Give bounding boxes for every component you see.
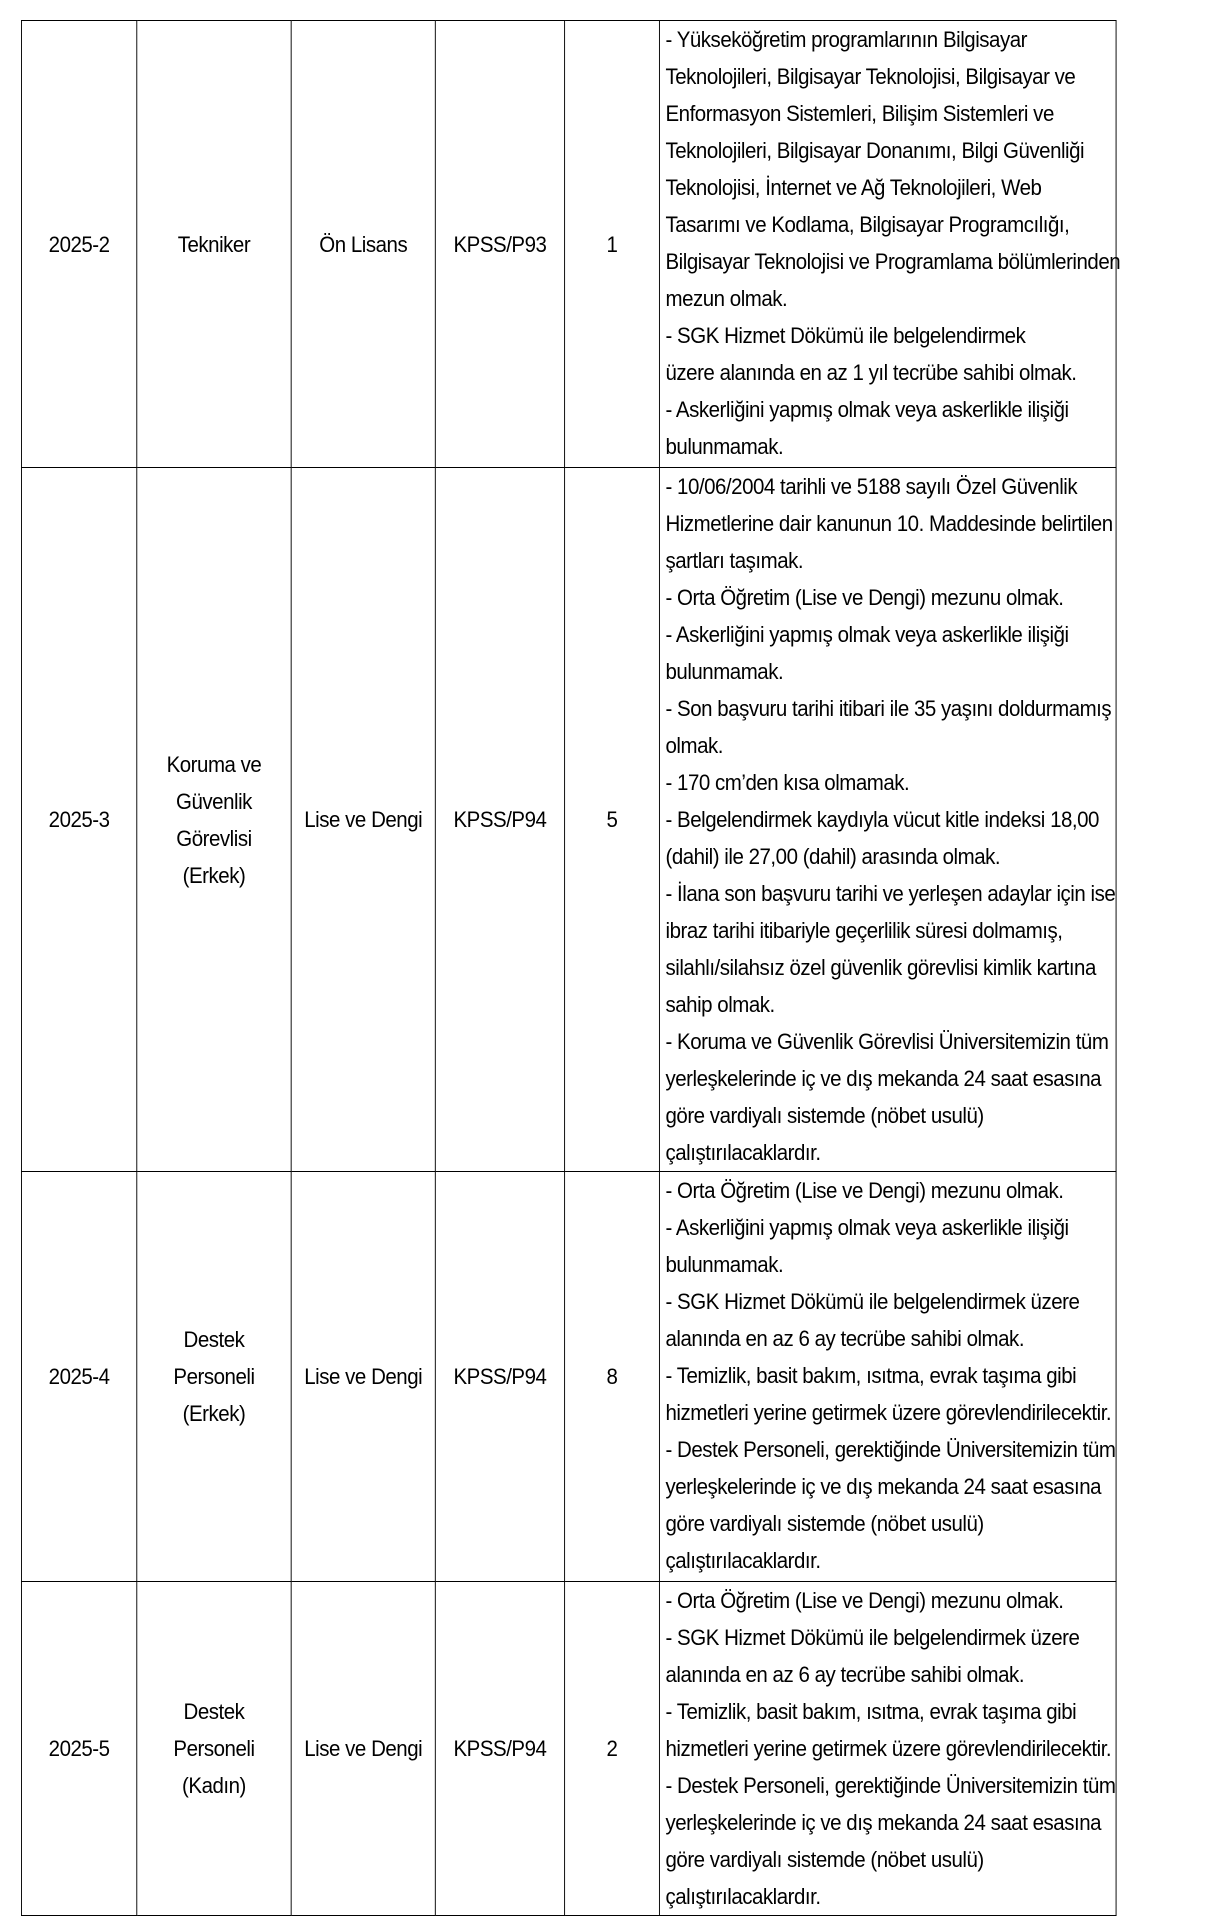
position-title-line: (Kadın) xyxy=(182,1773,246,1798)
requirement-line: - Askerliğini yapmış olmak veya askerlikle ilişiği xyxy=(665,397,1069,422)
requirement-line: hizmetleri yerine getirmek üzere görevlendirilecektir. xyxy=(665,1736,1112,1761)
position-count: 2 xyxy=(565,1582,660,1916)
requirement-line: sahip olmak. xyxy=(665,992,775,1017)
table-row xyxy=(21,1582,1116,1916)
requirement-line: çalıştırılacaklardır. xyxy=(665,1884,821,1909)
position-title xyxy=(137,468,291,1172)
requirements xyxy=(659,468,1116,1172)
position-count: 5 xyxy=(565,468,660,1172)
position-code: 2025-4 xyxy=(21,1172,136,1582)
requirement-line: - 170 cm’den kısa olmamak. xyxy=(665,770,910,795)
requirement-line: - Son başvuru tarihi itibari ile 35 yaşını doldurmamış xyxy=(665,696,1112,721)
requirement-line: yerleşkelerinde iç ve dış mekanda 24 saat esasına xyxy=(665,1066,1102,1091)
requirement-line: - Destek Personeli, gerektiğinde Üniversitemizin tüm xyxy=(665,1773,1116,1798)
requirement-line: göre vardiyalı sistemde (nöbet usulü) xyxy=(665,1103,984,1128)
kpss-score-type: KPSS/P93 xyxy=(435,21,564,468)
position-title-line: Destek xyxy=(183,1699,245,1724)
education-level: Lise ve Dengi xyxy=(291,1582,435,1916)
requirement-line: hizmetleri yerine getirmek üzere görevlendirilecektir. xyxy=(665,1400,1112,1425)
requirement-line: (dahil) ile 27,00 (dahil) arasında olmak. xyxy=(665,844,1001,869)
requirement-line: alanında en az 6 ay tecrübe sahibi olmak. xyxy=(665,1662,1025,1687)
requirement-line: Teknolojileri, Bilgisayar Teknolojisi, Bilgisayar ve xyxy=(665,64,1076,89)
position-code: 2025-5 xyxy=(21,1582,136,1916)
requirements xyxy=(659,1172,1116,1582)
position-title-line: Koruma ve xyxy=(166,751,262,777)
education-level: Lise ve Dengi xyxy=(291,468,435,1172)
kpss-score-type: KPSS/P94 xyxy=(435,1582,564,1916)
position-code: 2025-2 xyxy=(21,21,136,468)
requirement-line: şartları taşımak. xyxy=(665,548,804,573)
requirements xyxy=(659,21,1121,468)
table-row xyxy=(21,468,1116,1172)
requirement-line: çalıştırılacaklardır. xyxy=(665,1140,821,1165)
requirement-line: - Destek Personeli, gerektiğinde Üniversitemizin tüm xyxy=(665,1437,1116,1462)
position-code: 2025-3 xyxy=(21,468,136,1172)
requirement-line: - Belgelendirmek kaydıyla vücut kitle indeksi 18,00 xyxy=(665,807,1099,832)
requirement-line: üzere alanında en az 1 yıl tecrübe sahibi olmak. xyxy=(665,360,1077,385)
requirement-line: Teknolojisi, İnternet ve Ağ Teknolojileri, Web xyxy=(665,175,1042,200)
requirement-line: Hizmetlerine dair kanunun 10. Maddesinde belirtilen xyxy=(665,511,1113,536)
requirement-line: Bilgisayar Teknolojisi ve Programlama bölümlerinden xyxy=(665,249,1121,274)
position-title-line: Tekniker xyxy=(177,231,251,257)
requirement-line: - Temizlik, basit bakım, ısıtma, evrak taşıma gibi xyxy=(665,1699,1077,1724)
requirement-line: - Orta Öğretim (Lise ve Dengi) mezunu olmak. xyxy=(665,585,1064,610)
requirement-line: ibraz tarihi itibariyle geçerlilik süresi dolmamış, xyxy=(665,918,1063,943)
requirement-line: - 10/06/2004 tarihli ve 5188 sayılı Özel Güvenlik xyxy=(665,474,1078,499)
position-title-line: Destek xyxy=(183,1327,245,1352)
requirement-line: bulunmamak. xyxy=(665,434,784,459)
requirement-line: - SGK Hizmet Dökümü ile belgelendirmek üzere xyxy=(665,1625,1080,1650)
position-title-line: Personeli xyxy=(173,1364,255,1389)
positions-table xyxy=(21,20,1121,1916)
requirement-line: yerleşkelerinde iç ve dış mekanda 24 saat esasına xyxy=(665,1810,1102,1835)
requirement-line: göre vardiyalı sistemde (nöbet usulü) xyxy=(665,1511,984,1536)
requirement-line: - SGK Hizmet Dökümü ile belgelendirmek xyxy=(665,323,1026,348)
requirement-line: - Temizlik, basit bakım, ısıtma, evrak taşıma gibi xyxy=(665,1363,1077,1388)
education-level: Lise ve Dengi xyxy=(291,1172,435,1582)
requirement-line: yerleşkelerinde iç ve dış mekanda 24 saat esasına xyxy=(665,1474,1102,1499)
requirement-line: göre vardiyalı sistemde (nöbet usulü) xyxy=(665,1847,984,1872)
requirement-line: - Askerliğini yapmış olmak veya askerlikle ilişiği xyxy=(665,622,1069,647)
requirement-line: alanında en az 6 ay tecrübe sahibi olmak. xyxy=(665,1326,1025,1351)
requirement-line: bulunmamak. xyxy=(665,659,784,684)
requirement-line: - İlana son başvuru tarihi ve yerleşen adaylar için ise xyxy=(665,881,1116,906)
requirement-line: silahlı/silahsız özel güvenlik görevlisi kimlik kartına xyxy=(665,955,1096,980)
requirement-line: - Orta Öğretim (Lise ve Dengi) mezunu olmak. xyxy=(665,1178,1064,1203)
requirement-line: - Orta Öğretim (Lise ve Dengi) mezunu olmak. xyxy=(665,1588,1064,1613)
position-title xyxy=(137,21,291,468)
requirement-line: - Koruma ve Güvenlik Görevlisi Üniversitemizin tüm xyxy=(665,1029,1109,1054)
table-row xyxy=(21,1172,1116,1582)
position-title-line: (Erkek) xyxy=(182,1401,246,1426)
table-row xyxy=(21,21,1116,468)
education-level: Ön Lisans xyxy=(291,21,435,468)
requirement-line: Teknolojileri, Bilgisayar Donanımı, Bilgi Güvenliği xyxy=(665,138,1085,163)
requirement-line: Tasarımı ve Kodlama, Bilgisayar Programcılığı, xyxy=(665,212,1070,237)
requirement-line: - SGK Hizmet Dökümü ile belgelendirmek üzere xyxy=(665,1289,1080,1314)
position-title-line: (Erkek) xyxy=(182,862,246,888)
requirement-line: mezun olmak. xyxy=(665,286,788,311)
position-count: 8 xyxy=(565,1172,660,1582)
requirements xyxy=(659,1582,1116,1916)
position-count: 1 xyxy=(565,21,660,468)
position-title xyxy=(137,1172,291,1582)
requirement-line: - Yükseköğretim programlarının Bilgisayar xyxy=(665,27,1027,52)
position-title-line: Güvenlik xyxy=(176,788,252,814)
position-title xyxy=(137,1582,291,1916)
requirement-line: bulunmamak. xyxy=(665,1252,784,1277)
kpss-score-type: KPSS/P94 xyxy=(435,1172,564,1582)
requirement-line: olmak. xyxy=(665,733,723,758)
position-title-line: Görevlisi xyxy=(176,825,252,851)
requirement-line: - Askerliğini yapmış olmak veya askerlikle ilişiği xyxy=(665,1215,1069,1240)
requirement-line: çalıştırılacaklardır. xyxy=(665,1548,821,1573)
position-title-line: Personeli xyxy=(173,1736,255,1761)
kpss-score-type: KPSS/P94 xyxy=(435,468,564,1172)
requirement-line: Enformasyon Sistemleri, Bilişim Sistemleri ve xyxy=(665,101,1054,126)
